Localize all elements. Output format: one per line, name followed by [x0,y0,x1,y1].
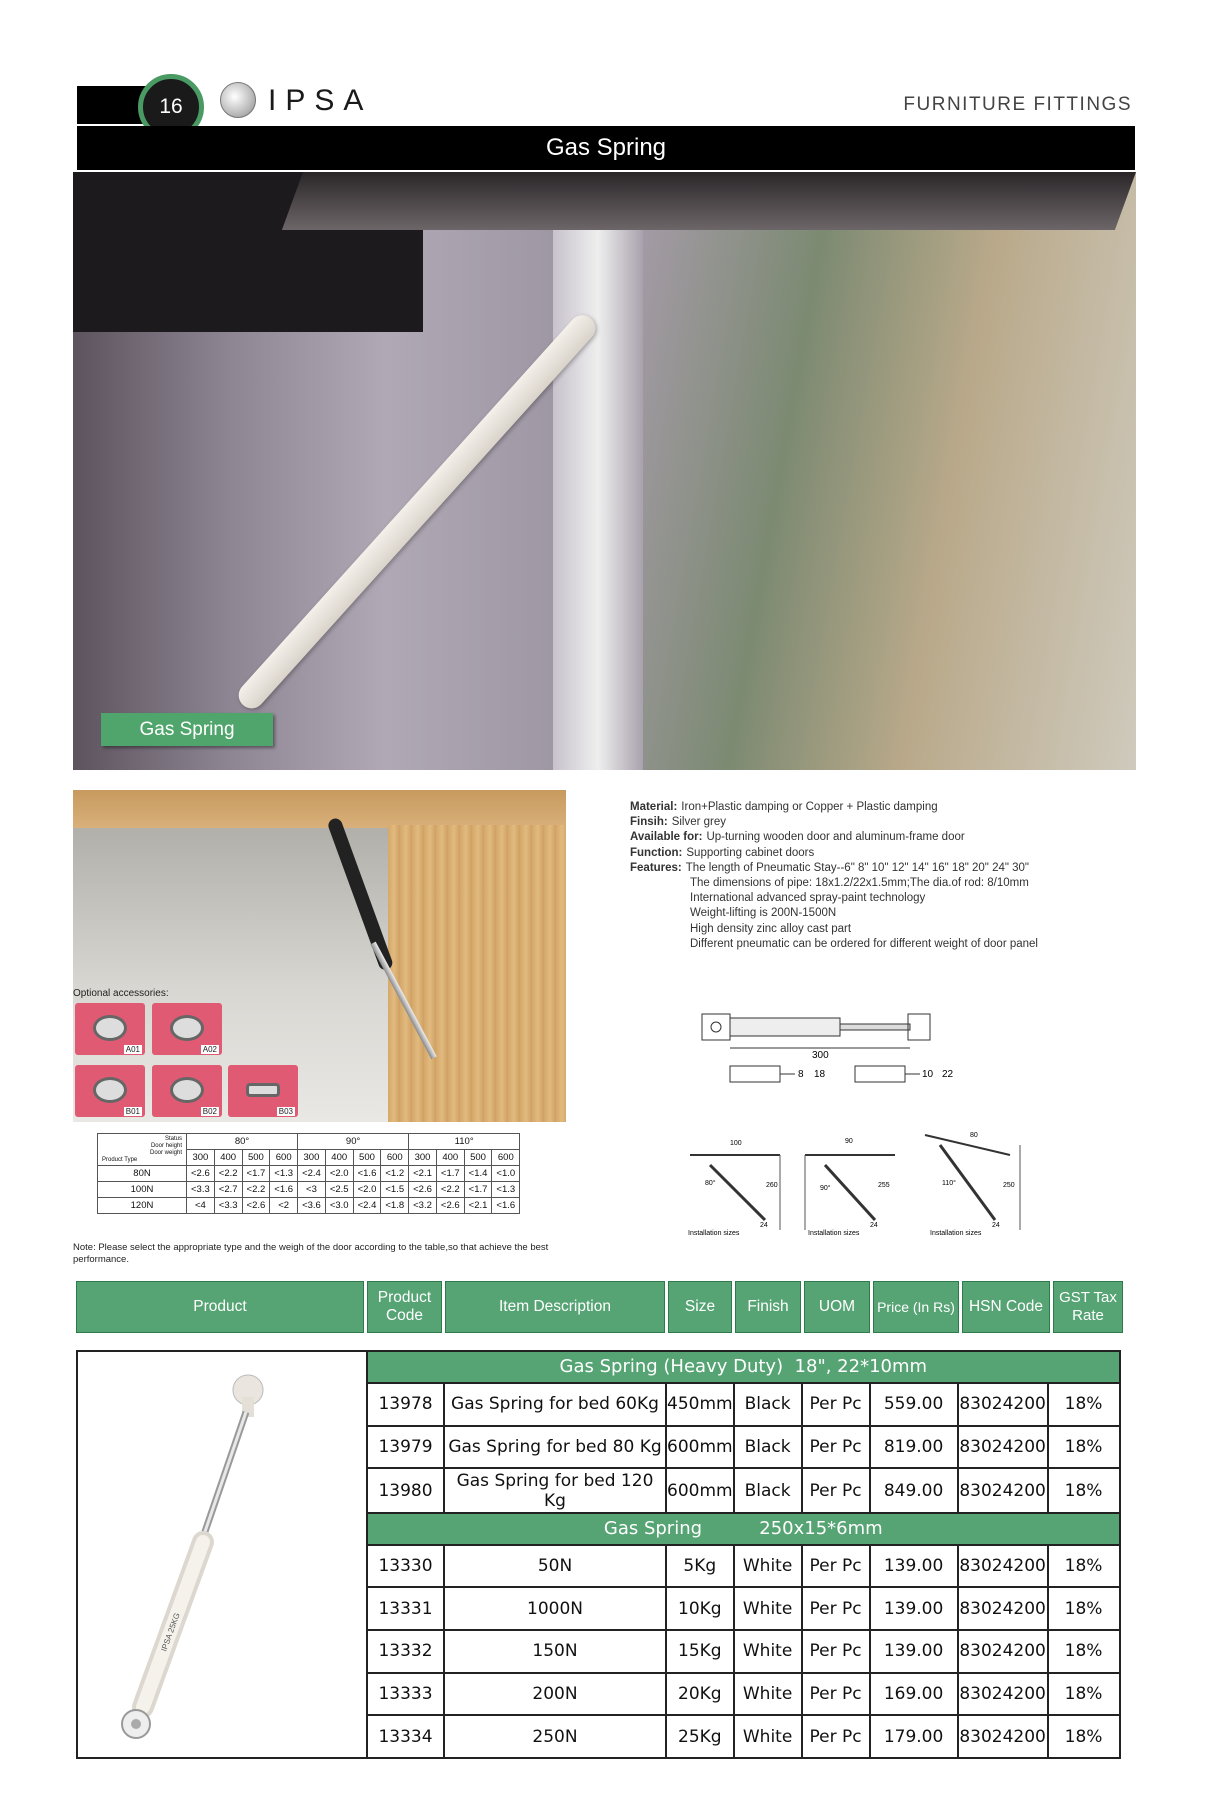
group-heading-standard: Gas Spring 250x15*6mm [367,1513,1120,1545]
spec-feature: Different pneumatic can be ordered for different weight of door panel [690,937,1038,950]
install-drawing-3 [925,1132,1020,1237]
accessory-code: B01 [125,1107,140,1116]
load-table [97,1133,520,1214]
accessory-code: B03 [278,1107,293,1116]
table-row: 13980 Gas Spring for bed 120 Kg 600mm Black Per Pc 849.00 83024200 18% [77,1468,1120,1513]
bracket-icon [93,1015,127,1041]
col-size: Size [668,1281,732,1333]
svg-text:Installation sizes: Installation sizes [688,1230,740,1237]
load-row: 100N <3.3 <2.7 <2.2 <1.6 <3 <2.5 <2.0 <1.5 <2.6 <2.2 <1.7 <1.3 [98,1182,520,1198]
table-row: 13330 50N 5Kg White Per Pc 139.00 83024200 18% [77,1545,1120,1588]
install-photo-door-panel [388,825,566,1122]
dim-pipe-dia-2: 22 [942,1069,954,1080]
angle-header: 110° [409,1134,520,1150]
install-drawing-2 [805,1138,895,1237]
svg-text:90: 90 [845,1138,853,1145]
table-row: 13332 150N 15Kg White Per Pc 139.00 83024200 18% [77,1630,1120,1673]
hero-caption: Gas Spring [139,718,235,740]
install-photo [73,790,566,1122]
hero-caption-badge [101,713,273,746]
table-row: 13331 1000N 10Kg White Per Pc 139.00 83024200 18% [77,1587,1120,1630]
dim-pipe-dia-1: 18 [814,1069,826,1080]
spec-feature: The dimensions of pipe: 18x1.2/22x1.5mm;The dia.of rod: 8/10mm [690,877,1029,890]
dim-rod-dia-1: 8 [798,1069,804,1080]
col-gst: GST Tax Rate [1053,1281,1123,1333]
col-hsn: HSN Code [962,1281,1050,1333]
page-title: Gas Spring [545,134,667,161]
bracket-icon [170,1015,204,1041]
ring-bracket-icon [170,1077,204,1103]
page-title-bar [77,126,1135,170]
svg-text:80: 80 [970,1132,978,1139]
accessory-code: A01 [125,1045,140,1054]
accessory-b02 [152,1065,222,1117]
load-table-corner: Status Door height Door weight Product Type [98,1134,187,1166]
spec-available: Available for: Up-turning wooden door and aluminum-frame door [630,831,965,844]
table-row: 13334 250N 25Kg White Per Pc 179.00 83024200 18% [77,1715,1120,1758]
accessory-b03 [228,1065,298,1117]
section-label: FURNITURE FITTINGS [903,94,1132,115]
load-table-note: Note: Please select the appropriate type and the weigh of the door according to the table,so that achieve the best performance. [73,1242,549,1265]
col-code: Product Code [367,1281,442,1333]
group-heading-heavy-duty: Gas Spring (Heavy Duty) 18", 22*10mm [367,1351,1120,1383]
accessory-code: A02 [202,1045,217,1054]
hero-door-frame [553,172,643,770]
col-uom: UOM [804,1281,870,1333]
svg-text:90°: 90° [820,1185,831,1192]
svg-text:110°: 110° [942,1180,956,1187]
svg-text:24: 24 [992,1222,1000,1229]
accessory-b01 [75,1065,145,1117]
table-row: 13978 Gas Spring for bed 60Kg 450mm Black Per Pc 559.00 83024200 18% [77,1383,1120,1426]
height-row: 300 400 500 600 300 400 500 600 300 400 500 600 [98,1150,520,1166]
product-table [76,1350,1121,1759]
product-image-cell [77,1351,367,1758]
spec-features: Features: The length of Pneumatic Stay--6" 8" 10" 12" 14" 16" 18" 20" 24" 30" [630,861,1030,874]
svg-text:80°: 80° [705,1180,716,1187]
dimension-drawing [690,1000,980,1100]
svg-text:260: 260 [766,1182,778,1189]
svg-text:24: 24 [760,1222,768,1229]
install-drawing-1 [688,1140,780,1237]
product-table-header [76,1281,1131,1333]
brand-name: IPSA [268,84,373,117]
spec-function: Function: Supporting cabinet doors [630,846,815,859]
svg-text:24: 24 [870,1222,878,1229]
col-product: Product [76,1281,364,1333]
svg-text:Installation sizes: Installation sizes [930,1230,982,1237]
hero-photo [73,172,1136,770]
col-price: Price (In Rs) [873,1281,959,1333]
load-row: 120N <4 <3.3 <2.6 <2 <3.6 <3.0 <2.4 <1.8 <3.2 <2.6 <2.1 <1.6 [98,1198,520,1214]
clip-icon [246,1083,280,1097]
installation-drawings [680,1125,1040,1240]
spec-feature: High density zinc alloy cast part [690,922,852,935]
accessory-a01 [75,1003,145,1055]
accessory-code: B02 [202,1107,217,1116]
svg-text:100: 100 [730,1140,742,1147]
gas-spring-product-image [78,1352,366,1752]
col-description: Item Description [445,1281,665,1333]
spec-material: Material: Iron+Plastic damping or Copper + Plastic damping [630,801,938,813]
spec-list [630,800,1150,952]
accessory-a02 [152,1003,222,1055]
dim-length: 300 [812,1050,829,1061]
install-photo-cabinet-top [73,790,566,828]
table-row: 13333 200N 20Kg White Per Pc 169.00 83024200 18% [77,1673,1120,1716]
product-image-label: IPSA 25KG [159,1611,182,1653]
page-number: 16 [159,95,183,118]
col-finish: Finish [735,1281,801,1333]
svg-text:250: 250 [1003,1182,1015,1189]
hero-door-edge [282,172,1136,230]
angle-header: 90° [298,1134,409,1150]
ring-bracket-icon [93,1077,127,1103]
spec-finish: Finsih: Silver grey [630,816,727,829]
svg-text:Installation sizes: Installation sizes [808,1230,860,1237]
dim-rod-dia-2: 10 [922,1069,934,1080]
spec-feature: International advanced spray-paint technology [690,892,926,905]
angle-header: 80° [187,1134,298,1150]
table-row: 13979 Gas Spring for bed 80 Kg 600mm Black Per Pc 819.00 83024200 18% [77,1426,1120,1469]
svg-text:255: 255 [878,1182,890,1189]
brand-logo-icon [220,82,256,118]
load-row: 80N <2.6 <2.2 <1.7 <1.3 <2.4 <2.0 <1.6 <1.2 <2.1 <1.7 <1.4 <1.0 [98,1166,520,1182]
spec-feature: Weight-lifting is 200N-1500N [690,907,837,920]
accessories-label: Optional accessories: [73,988,169,999]
install-photo-strut [326,817,394,972]
